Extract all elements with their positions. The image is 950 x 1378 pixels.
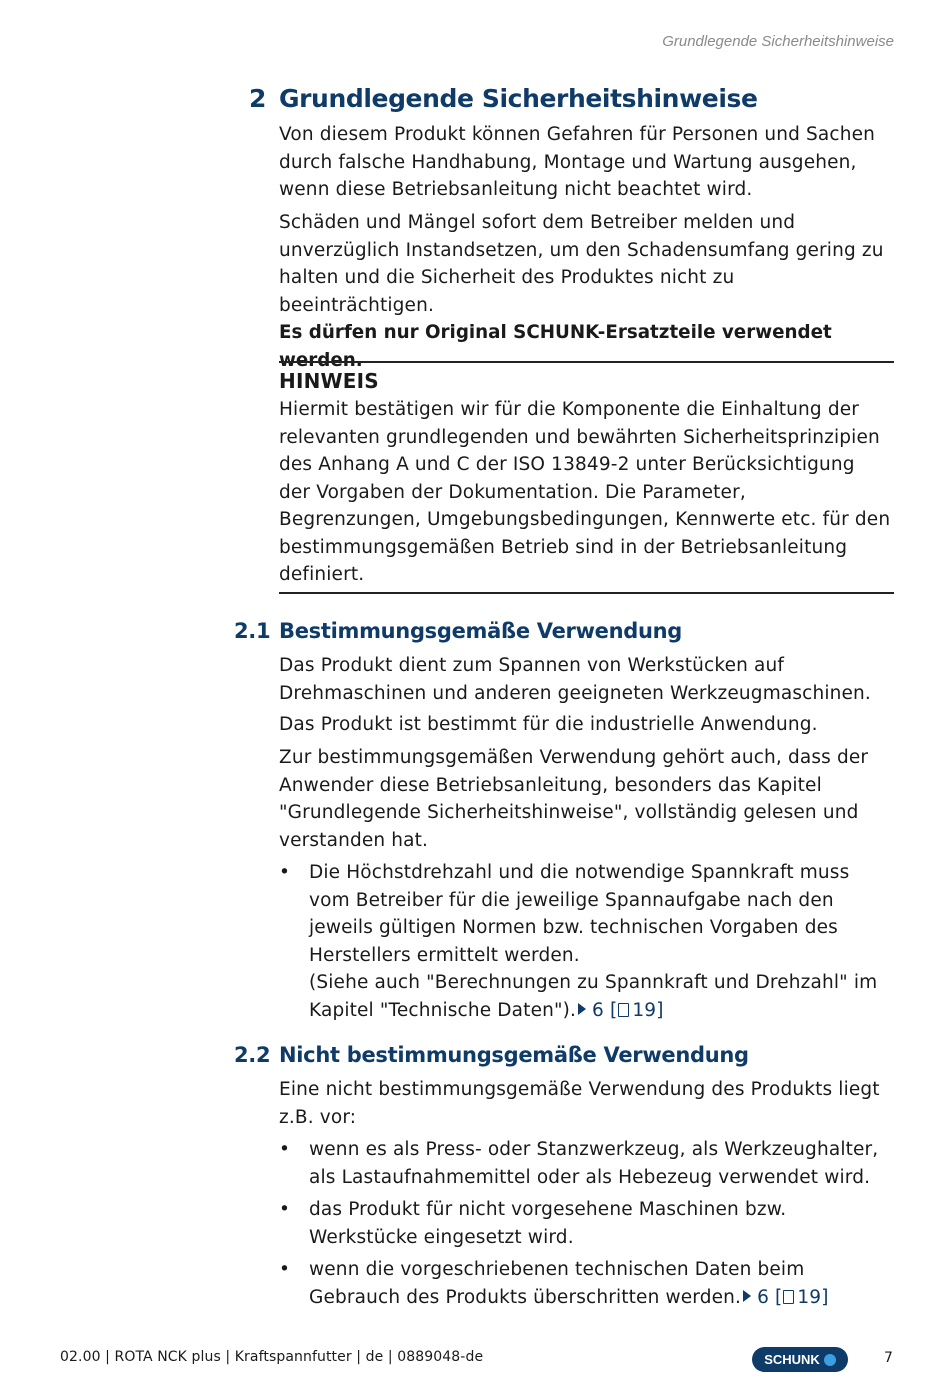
list-item-text: das Produkt für nicht vorgesehene Maschinen bzw. Werkstücke eingesetzt wird.	[309, 1199, 787, 1248]
list-item	[279, 1196, 894, 1251]
cross-reference-link[interactable]	[741, 1287, 829, 1308]
notice-bottom-rule	[279, 592, 894, 594]
section-heading-2	[249, 84, 758, 113]
page-icon	[618, 1003, 629, 1017]
list-item	[279, 859, 894, 1024]
list-item-text	[309, 859, 894, 1024]
bullet-dot: •	[279, 1139, 291, 1160]
section-heading-2-1	[234, 619, 682, 643]
bracket-open: [	[610, 999, 618, 1021]
schunk-logo	[752, 1347, 848, 1372]
list-item-line: Die Höchstdrehzahl und die notwendige Spannkraft muss vom Betreiber für die jeweilige Spannaufgabe nach den jeweils gültigen Normen bzw. technischen Vorgaben des Herstellers ermittelt werden.	[309, 862, 850, 966]
bracket-open: [	[775, 1286, 783, 1308]
page-number: 7	[884, 1350, 893, 1366]
section-number: 2	[249, 84, 266, 113]
list-item-text: wenn es als Press- oder Stanzwerkzeug, als Werkzeughalter, als Lastaufnahmemittel oder als Hebezeug verwendet wird.	[309, 1139, 879, 1188]
bullet-dot: •	[279, 1259, 291, 1280]
running-header: Grundlegende Sicherheitshinweise	[662, 33, 894, 50]
cross-reference-link[interactable]	[576, 1000, 664, 1021]
paragraph: Zur bestimmungsgemäßen Verwendung gehört auch, dass der Anwender diese Betriebsanleitung, besonders das Kapitel "Grundlegende Sicherheitshinweise", vollständig gelesen und verstanden hat.	[279, 747, 869, 851]
paragraph: Eine nicht bestimmungsgemäße Verwendung des Produkts liegt z.B. vor:	[279, 1079, 880, 1128]
bullet-dot: •	[279, 1199, 291, 1220]
list-item-line: (Siehe auch "Berechnungen zu Spannkraft und Drehzahl" im Kapitel "Technische Daten").	[309, 972, 878, 1021]
logo-text: SCHUNK	[764, 1352, 820, 1367]
bracket-close: ]	[821, 1286, 829, 1308]
section-title: Nicht bestimmungsgemäße Verwendung	[279, 1043, 749, 1067]
paragraph: Das Produkt dient zum Spannen von Werkstücken auf Drehmaschinen und anderen geeigneten Werkzeugmaschinen.	[279, 655, 871, 704]
section-heading-2-2	[234, 1043, 749, 1067]
section-number: 2.2	[234, 1043, 271, 1067]
page-icon	[783, 1290, 794, 1304]
notice-text: Hiermit bestätigen wir für die Komponente die Einhaltung der relevanten grundlegenden und bewährten Sicherheitsprinzipien des Anhang A und C der ISO 13849-2 unter Berücksichtigung der Vorgaben der Dokumentation. Die Parameter, Begrenzungen, Umgebungsbedingungen, Kennwerte etc. für den bestimmungsgemäßen Betrieb sind in der Betriebsanleitung definiert.	[279, 399, 891, 585]
ref-chapter: 6	[757, 1286, 769, 1308]
arrow-right-icon	[578, 1003, 586, 1015]
arrow-right-icon	[743, 1290, 751, 1302]
ref-page: 19	[632, 999, 657, 1021]
section-number: 2.1	[234, 619, 271, 643]
notice-top-rule	[279, 361, 894, 363]
bullet-dot: •	[279, 862, 291, 883]
paragraph-bold: Es dürfen nur Original SCHUNK-Ersatzteile verwendet werden.	[279, 322, 832, 371]
bracket-close: ]	[656, 999, 664, 1021]
section-title: Grundlegende Sicherheitshinweise	[279, 84, 758, 113]
list-item-line: wenn die vorgeschriebenen technischen Daten beim Gebrauch des Produkts überschritten werden.	[309, 1259, 805, 1308]
paragraph: Schäden und Mängel sofort dem Betreiber melden und unverzüglich Instandsetzen, um den Schadensumfang gering zu halten und die Sicherheit des Produktes nicht zu beeinträchtigen.	[279, 212, 884, 316]
logo-mark-icon	[824, 1354, 836, 1366]
paragraph: Das Produkt ist bestimmt für die industrielle Anwendung.	[279, 714, 818, 735]
list-item	[279, 1136, 894, 1191]
notice-title: HINWEIS	[279, 369, 379, 393]
list-item	[279, 1256, 894, 1311]
list-item-text	[309, 1256, 894, 1311]
ref-page: 19	[797, 1286, 822, 1308]
section-title: Bestimmungsgemäße Verwendung	[279, 619, 683, 643]
paragraph: Von diesem Produkt können Gefahren für Personen und Sachen durch falsche Handhabung, Montage und Wartung ausgehen, wenn diese Betriebsanleitung nicht beachtet wird.	[279, 124, 876, 200]
ref-chapter: 6	[592, 999, 604, 1021]
footer-doc-info: 02.00 | ROTA NCK plus | Kraftspannfutter | de | 0889048-de	[60, 1349, 484, 1365]
